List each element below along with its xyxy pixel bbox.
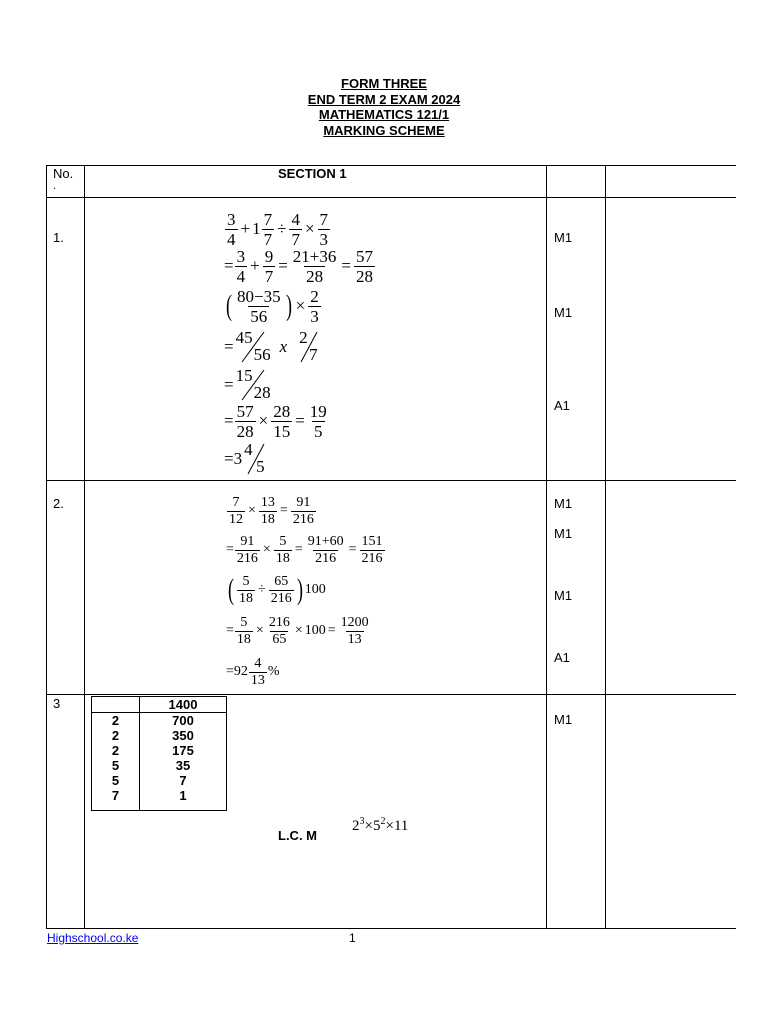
fraction: $\frac{3}{4}$	[227, 209, 236, 249]
plus-sign: +	[240, 219, 251, 238]
row-divider	[46, 197, 736, 198]
factor-quotient: 700	[140, 713, 227, 729]
fraction: $\frac{2}{3}$	[310, 286, 319, 326]
table-bottom-border	[46, 928, 736, 929]
col-divider	[605, 165, 606, 928]
q2-step-3	[226, 575, 326, 605]
col-divider	[546, 165, 547, 928]
fraction: $\frac{91+60}{216}$	[307, 533, 344, 566]
divide-sign: ÷	[258, 582, 266, 597]
divide-sign: ÷	[277, 219, 287, 238]
fraction: $\frac{91}{216}$	[236, 533, 258, 566]
page-number: 1	[349, 931, 356, 945]
factor-divisor	[92, 697, 140, 713]
q1-step-6	[224, 401, 330, 441]
whole-number: 92	[233, 664, 248, 679]
col-divider	[46, 165, 47, 928]
equals-sign: =	[226, 623, 234, 638]
fraction: $\frac{19}{5}$	[309, 401, 327, 441]
fraction: $\frac{28}{15}$	[273, 401, 291, 441]
row-divider	[46, 694, 736, 695]
q2-step-1	[226, 496, 317, 526]
whole-number: 1	[252, 219, 261, 238]
q1-step-3	[224, 286, 322, 326]
equals-sign: =	[278, 256, 288, 275]
fraction: $\frac{91}{216}$	[292, 494, 314, 527]
fraction: $\frac{7}{12}$	[229, 494, 243, 527]
q1-step-7	[224, 442, 272, 476]
factor-divisor: 2	[92, 743, 140, 758]
q1-mark-1: M1	[554, 230, 573, 245]
times-x: x	[279, 337, 288, 356]
fraction: $\frac{57}{28}$	[355, 246, 373, 286]
document-header	[0, 76, 768, 138]
q2-working	[226, 496, 526, 692]
q1-working	[224, 209, 524, 478]
q2-mark-2: M1	[554, 526, 573, 541]
factor-divisor: 2	[92, 713, 140, 729]
factor-row	[92, 758, 227, 773]
times-sign: ×	[248, 503, 256, 518]
col-header-no-dot: .	[53, 180, 57, 192]
q2-mark-1: M1	[554, 496, 573, 511]
factor-divisor: 5	[92, 758, 140, 773]
times-sign: ×	[255, 623, 264, 638]
base: 2	[352, 818, 360, 834]
factor-quotient: 35	[140, 758, 227, 773]
q3-number: 3	[53, 696, 61, 711]
times-sign: ×	[294, 623, 303, 638]
equals-sign: =	[341, 256, 351, 275]
equals-sign: =	[224, 375, 234, 394]
factor-row	[92, 713, 227, 729]
section-title: SECTION 1	[278, 166, 347, 181]
fraction: $\frac{65}{216}$	[270, 573, 292, 606]
times-sign: ×	[295, 296, 306, 315]
times-sign: ×	[262, 542, 271, 557]
fraction: $\frac{4}{7}$	[291, 209, 300, 249]
q2-step-4	[226, 616, 372, 646]
q2-mark-3: M1	[554, 588, 573, 603]
q1-step-5	[224, 368, 274, 402]
right-paren: )	[285, 289, 292, 322]
col-header-no: No.	[53, 166, 74, 181]
equals-sign: =	[295, 411, 305, 430]
factor-row	[92, 788, 227, 811]
lcm-expression	[352, 816, 408, 835]
factor-divisor: 2	[92, 728, 140, 743]
q2-step-2	[226, 535, 386, 565]
base: 11	[393, 818, 409, 834]
fraction: $\frac{5}{18}$	[239, 573, 253, 606]
fraction: $\frac{5}{18}$	[236, 614, 251, 647]
exponent: 2	[380, 816, 386, 827]
factor-divisor: 5	[92, 773, 140, 788]
equals-sign: =	[294, 542, 303, 557]
factor-quotient: 1400	[140, 697, 227, 713]
q1-step-2	[224, 246, 376, 286]
fraction: $\frac{5}{18}$	[275, 533, 290, 566]
equals-sign: =	[348, 542, 357, 557]
factor-row	[92, 728, 227, 743]
q2-step-5	[226, 657, 280, 687]
right-paren: )	[296, 573, 303, 606]
times-sign: ×	[385, 818, 394, 834]
fraction: $\frac{7}{7}$	[263, 209, 273, 249]
equals-sign: =	[327, 623, 336, 638]
factor-quotient: 1	[140, 788, 227, 811]
fraction: $\frac{216}{65}$	[268, 614, 290, 647]
whole-number: 3	[233, 449, 243, 468]
equals-sign: =	[224, 337, 234, 356]
q2-mark-4: A1	[554, 650, 570, 665]
q1-mark-2: M1	[554, 305, 573, 320]
fraction: $\frac{3}{4}$	[236, 246, 246, 286]
factor-quotient: 7	[140, 773, 227, 788]
constant: 100	[304, 623, 326, 638]
plus-sign: +	[250, 256, 260, 275]
footer-site-link[interactable]: Highschool.co.ke	[47, 931, 139, 945]
base: 5	[372, 818, 381, 834]
slash-fraction: 2 7	[297, 330, 325, 364]
equals-sign: =	[226, 542, 234, 557]
factor-quotient: 175	[140, 743, 227, 758]
fraction: $\frac{57}{28}$	[236, 401, 254, 441]
header-subject: MATHEMATICS 121/1	[318, 107, 450, 122]
table-top-border	[46, 165, 736, 166]
prime-factor-table	[91, 696, 227, 811]
equals-sign: =	[279, 503, 288, 518]
slash-fraction: 4 5	[242, 442, 272, 476]
q1-mark-3: A1	[554, 398, 570, 413]
exponent: 3	[359, 816, 365, 827]
factor-divisor: 7	[92, 788, 140, 811]
q1-step-4	[224, 330, 325, 364]
times-sign: ×	[304, 219, 315, 238]
slash-fraction: 45 56	[234, 330, 274, 364]
q1-number: 1.	[53, 230, 64, 245]
fraction: $\frac{151}{216}$	[361, 533, 383, 566]
fraction: $\frac{80-35}{56}$	[237, 286, 281, 326]
fraction: $\frac{7}{3}$	[319, 209, 329, 249]
header-form: FORM THREE	[341, 76, 427, 91]
lcm-label: L.C. M	[278, 828, 317, 843]
col-divider	[84, 165, 85, 928]
q1-step-1	[224, 209, 331, 249]
equals-sign: =	[226, 664, 234, 679]
constant: 100	[304, 582, 326, 597]
fraction: $\frac{9}{7}$	[264, 246, 274, 286]
fraction: $\frac{4}{13}$	[250, 655, 265, 688]
times-sign: ×	[364, 818, 373, 834]
q2-number: 2.	[53, 496, 64, 511]
fraction: $\frac{21+36}{28}$	[292, 246, 337, 286]
slash-fraction: 15 28	[234, 368, 274, 402]
header-title: MARKING SCHEME	[323, 122, 445, 138]
row-divider	[46, 480, 736, 481]
equals-sign: =	[224, 411, 234, 430]
equals-sign: =	[224, 256, 234, 275]
equals-sign: =	[224, 449, 234, 468]
factor-row	[92, 697, 227, 713]
factor-quotient: 350	[140, 728, 227, 743]
header-exam: END TERM 2 EXAM 2024	[307, 91, 461, 107]
percent-sign: %	[267, 664, 280, 679]
factor-row	[92, 773, 227, 788]
factor-row	[92, 743, 227, 758]
q3-mark-1: M1	[554, 712, 573, 727]
fraction: $\frac{13}{18}$	[260, 494, 275, 527]
left-paren: (	[226, 289, 232, 322]
fraction: $\frac{1200}{13}$	[340, 614, 369, 647]
times-sign: ×	[258, 411, 269, 430]
left-paren: (	[228, 573, 234, 606]
